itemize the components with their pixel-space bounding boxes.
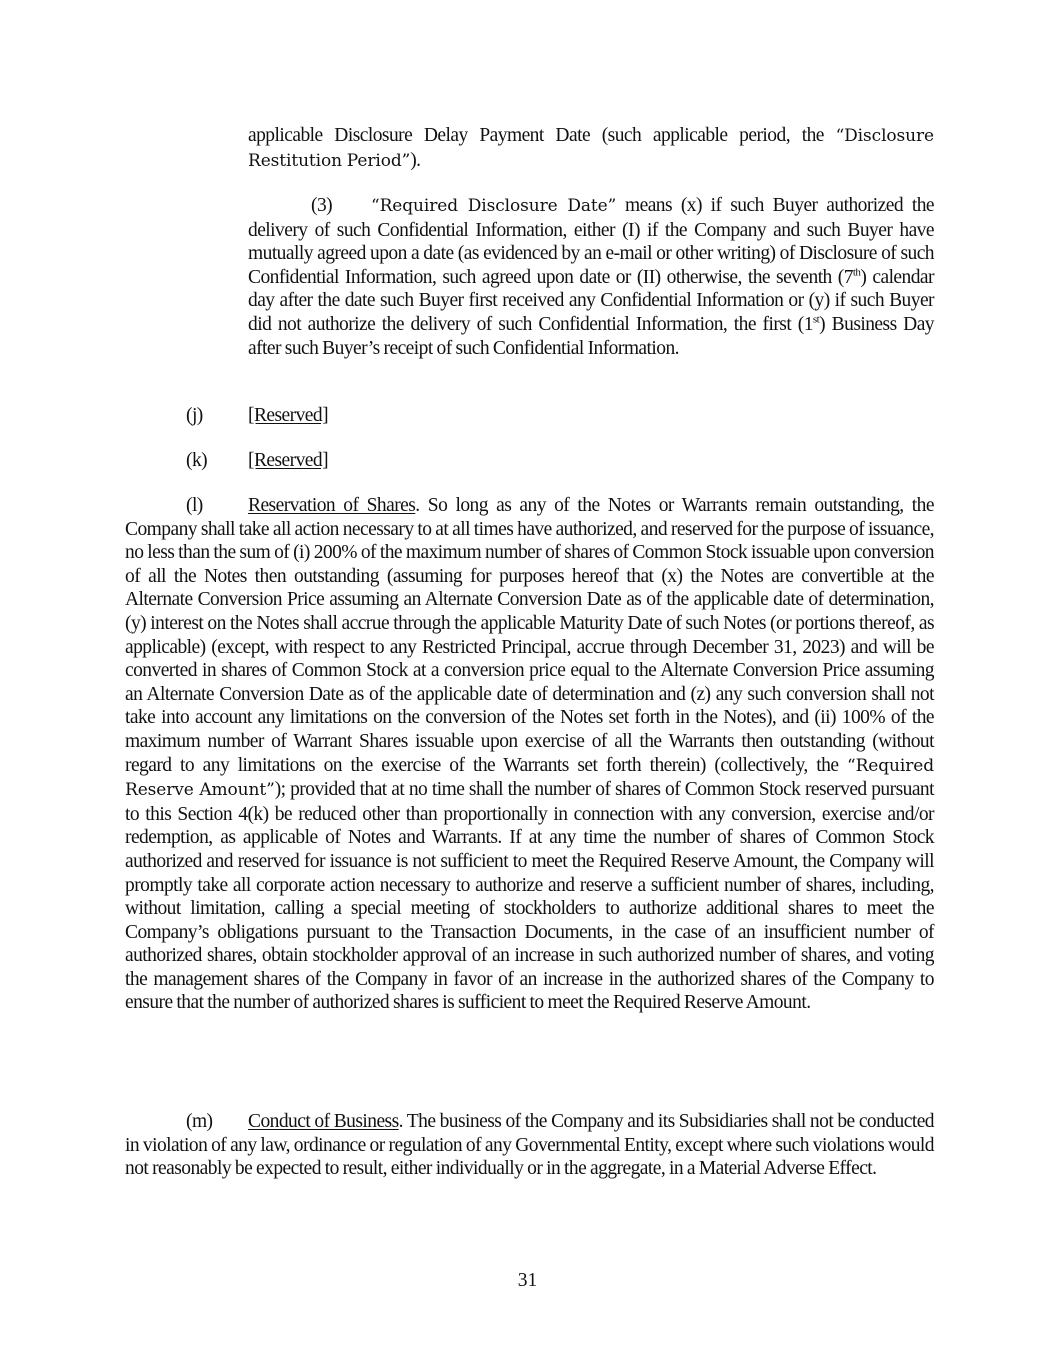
defined-term: “Required Disclosure Date” [371,196,617,216]
paragraph-text: applicable Disclosure Delay Payment Date (such applicable period, the [248,125,836,146]
paragraph-item-3 [248,194,934,360]
section-heading: Reservation of Shares [248,495,416,516]
paragraph-item-l [125,494,934,1015]
paragraph-text: . The business of the Company and its Subsidiaries shall not be conducted in violation of any law, ordinance or regulation of any Governmental Entity, except where such violations would not reasonably be expected to result, either individually or in the aggregate, in a Material Adverse Effect. [125,1111,934,1180]
defined-term: “Required Reserve Amount” [125,755,934,801]
page-number: 31 [517,1270,538,1291]
paragraph-text: ). [410,149,421,171]
superscript: st [812,313,820,326]
defined-term: “Disclosure Restitution Period” [248,126,934,171]
section-heading: Conduct of Business [248,1111,399,1132]
item-label: (m) [186,1111,213,1132]
item-label: (k) [186,450,208,471]
paragraph-text: . So long as any of the Notes or Warrants remain outstanding, the Company shall take all action necessary to at all times have authorized, and reserved for the purpose of issuance, no less than the sum of (i) 200% of the maximum number of shares of Common Stock issuable upon conversion of all the Notes then outstanding (assuming for purposes hereof that (x) the Notes are convertible at the Alternate Conversion Price assuming an Alternate Conversion Date as of the applicable date of determination, (y) interest on the Notes shall accrue through the applicable Maturity Date of such Notes (or portions thereof, as applicable) (except, with respect to any Restricted Principal, accrue through December 31, 2023) and will be converted in shares of Common Stock at a conversion price equal to the Alternate Conversion Price assuming an Alternate Conversion Date as of the applicable date of determination and (z) any such conversion shall not take into account any limitations on the conversion of the Notes set forth in the Notes), and (ii) 100% of the maximum number of Warrant Shares issuable upon exercise of all the Warrants then outstanding (without regard to any limitations on the exercise of the Warrants set forth therein) (collectively, the [125,495,934,776]
paragraph-text: ); provided that at no time shall the number of shares of Common Stock reserved pursuant to this Section 4(k) be reduced other than proportionally in connection with any conversion, exercise and/or redemption, as applicable of Notes and Warrants. If at any time the number of shares of Common Stock authorized and reserved for issuance is not sufficient to meet the Required Reserve Amount, the Company will promptly take all corporate action necessary to authorize and reserve a sufficient number of shares, including, without limitation, calling a special meeting of stockholders to authorize additional shares to meet the Company’s obligations pursuant to the Transaction Documents, in the case of an insufficient number of authorized shares, obtain stockholder approval of an increase in such authorized number of shares, and voting the management shares of the Company in favor of an increase in the authorized shares of the Company to ensure that the number of authorized shares is sufficient to meet the Required Reserve Amount. [125,779,934,1014]
item-label: (3) [311,195,333,216]
section-heading: [Reserved] [248,405,329,426]
item-label: (l) [186,495,203,516]
superscript: th [852,266,861,279]
paragraph-continuation [248,124,934,173]
paragraph-text: ) Business Day after such Buyer’s receipt of such Confidential Information. [248,313,934,359]
paragraph-text: means (x) if such Buyer authorized the delivery of such Confidential Information, either (I) if the Company and such Buyer have mutually agreed upon a date (as evidenced by an e-mail or other writing) of Disclosure of such Confidential Information, such agreed upon date or (II) otherwise, the seventh (7 [248,195,935,288]
item-label: (j) [186,405,203,426]
section-heading: [Reserved] [248,450,329,471]
paragraph-text: ) calendar day after the date such Buyer first received any Confidential Information or (y) if such Buyer did not authorize the delivery of such Confidential Information, the first (1 [248,266,934,335]
paragraph-item-m [125,1110,934,1181]
